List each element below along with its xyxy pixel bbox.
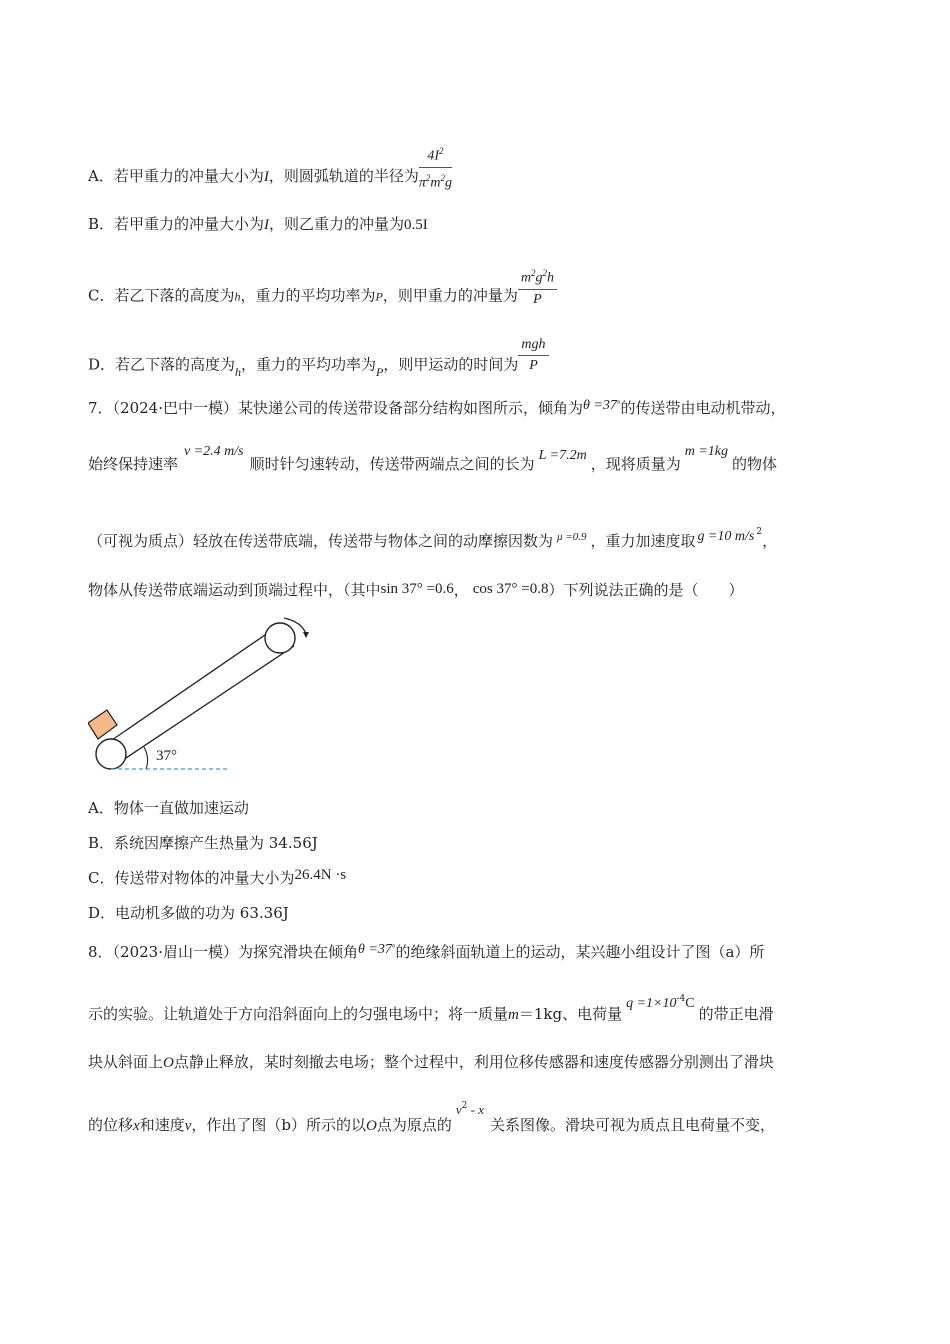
q7-line-1: 7．（2024·巴中一模）某快递公司的传送带设备部分结构如图所示，倾角为θ =37°的传送带由电动机带动， (88, 398, 786, 417)
q7-line-2: 始终保持速率v =2.4 m/s顺时针匀速转动，传送带两端点之间的长为 L =7.2m ，现将质量为m =1kg的物体 (88, 444, 778, 473)
block (88, 710, 117, 739)
q6-a-fraction: $\frac{4I^2}{\pi^2m^2g}$ (419, 142, 452, 192)
angle-arc (144, 747, 148, 769)
belt-bottom-edge (111, 646, 294, 768)
q7-option-a: A．物体一直做加速运动 (88, 799, 249, 817)
q6-option-a: A．若甲重力的冲量大小为I，则圆弧轨道的半径为 $\frac{4I^2}{\pi^2m^2g}$ (88, 152, 452, 202)
q6-option-b: B．若甲重力的冲量大小为I，则乙重力的冲量为0.5I (88, 215, 428, 233)
q8-line-4: 的位移x和速度v，作出了图（b）所示的以O点为原点的$v^2$ - x关系图像。滑块可视为质点且电荷量不变， (88, 1101, 775, 1134)
top-pulley (265, 623, 295, 653)
q7-option-c: C．传送带对物体的冲量大小为26.4N ·s (88, 867, 347, 887)
q8-line-3: 块从斜面上O点静止释放，某时刻撤去电场；整个过程中，利用位移传感器和速度传感器分别测出了滑块 (88, 1053, 774, 1071)
q6-option-d: D．若乙下落的高度为$_h$，重力的平均功率为$_P$，则甲运动的时间为 $\frac{\text{mgh}}{P}$ (88, 346, 549, 385)
q6-c-fraction: $\frac{m^2g^2h}{P}$ (518, 264, 557, 309)
q7-option-b: B．系统因摩擦产生热量为 34.56J (88, 834, 318, 852)
angle-label: 37° (156, 748, 177, 764)
q7-option-d: D．电动机多做的功为 63.36J (88, 904, 289, 922)
bottom-pulley (96, 739, 126, 769)
q7-line-3: （可视为质点）轻放在传送带底端，传送带与物体之间的动摩擦因数为 $^{\mu =0.9}$ ，重力加速度取 g =10 m/s $^2$， (88, 527, 778, 550)
conveyor-belt-figure (88, 610, 328, 780)
q6-d-fraction: $\frac{\text{mgh}}{P}$ (518, 336, 548, 375)
belt-top-edge (112, 624, 281, 740)
q8-line-2: 示的实验。让轨道处于方向沿斜面向上的匀强电场中；将一质量m＝1kg、电荷量$q =1\times 10^{-4}C$的带正电滑 (88, 994, 774, 1023)
q6-option-c: C．若乙下落的高度为h，重力的平均功率为P，则甲重力的冲量为 $\frac{m^2g^2h}{P}$ (88, 274, 557, 319)
rotation-arrow-head (303, 632, 309, 638)
q7-line-4: 物体从传送带底端运动到顶端过程中，（其中sin 37° =0.6， cos 37° =0.8）下列说法正确的是（ ） (88, 581, 744, 599)
q8-line-1: 8．（2023·眉山一模）为探究滑块在倾角θ =37°的绝缘斜面轨道上的运动，某兴趣小组设计了图（a）所 (88, 942, 765, 961)
